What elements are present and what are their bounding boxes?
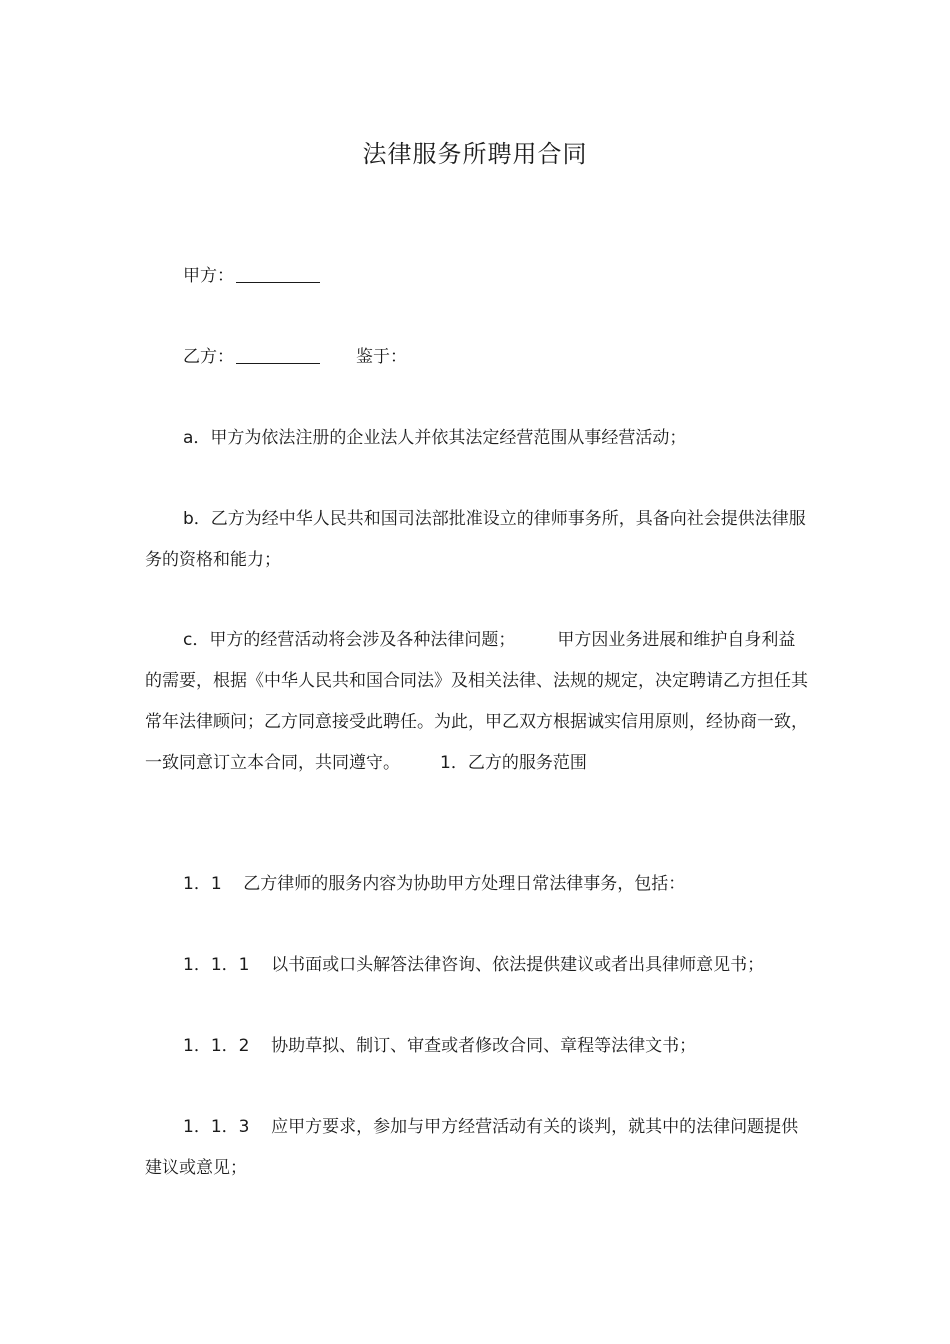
item-1-1-1-number: 1．1．1 (183, 955, 250, 975)
party-b-line (145, 337, 810, 378)
item-1-1-number: 1．1 (183, 874, 222, 894)
item-1-1-2 (145, 1026, 810, 1067)
party-a-label: 甲方： (183, 266, 234, 286)
section-1-heading: 1．乙方的服务范围 (440, 753, 587, 773)
item-1-1-2-text: 协助草拟、制订、审查或者修改合同、章程等法律文书； (271, 1036, 697, 1056)
clause-b: b．乙方为经中华人民共和国司法部批准设立的律师事务所，具备向社会提供法律服务的资格和能力； (145, 509, 806, 570)
party-b-blank[interactable] (236, 362, 320, 364)
item-1-1-3-text: 应甲方要求，参加与甲方经营活动有关的谈判，就其中的法律问题提供建议或意见； (145, 1117, 799, 1178)
whereas-label: 鉴于： (356, 347, 407, 367)
party-b-label: 乙方： (183, 347, 234, 367)
document-title: 法律服务所聘用合同 (362, 140, 588, 168)
clause-c (145, 620, 810, 784)
item-1-1-1-text: 以书面或口头解答法律咨询、依法提供建议或者出具律师意见书； (271, 955, 765, 975)
clause-c-part2: 甲方因业务进展和维护自身利益的需要，根据《中华人民共和国合同法》及相关法律、法规的规定，决定聘请乙方担任其常年法律顾问；乙方同意接受此聘任。为此，甲乙双方根据诚实信用原则，经协商一致，一致同意订立本合同，共同遵守。 (145, 630, 808, 773)
item-1-1-2-number: 1．1．2 (183, 1036, 250, 1056)
party-a-line (145, 256, 810, 297)
item-1-1-3 (145, 1107, 810, 1189)
item-1-1-3-number: 1．1．3 (183, 1117, 250, 1137)
item-1-1-text: 乙方律师的服务内容为协助甲方处理日常法律事务，包括： (243, 874, 686, 894)
clause-a: a．甲方为依法注册的企业法人并依其法定经营范围从事经营活动； (183, 428, 687, 448)
item-1-1 (145, 864, 810, 905)
item-1-1-1 (145, 945, 825, 986)
clause-c-part1: c．甲方的经营活动将会涉及各种法律问题； (183, 630, 516, 650)
party-a-blank[interactable] (236, 281, 320, 283)
